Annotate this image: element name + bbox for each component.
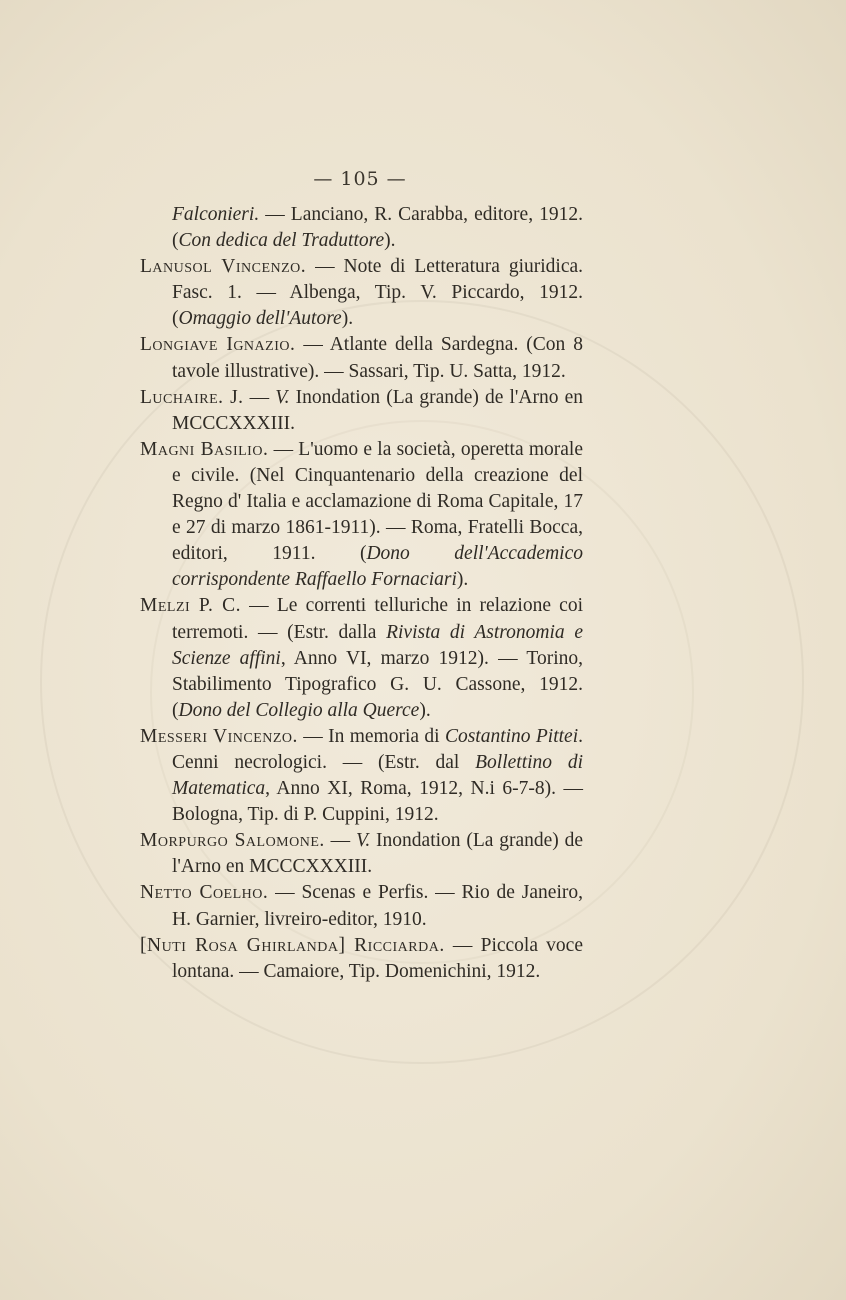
bibliography-entry [140,880,583,932]
entry-italic-text: V. [275,386,290,408]
entry-text: ). [419,699,431,721]
entry-italic-text: Falconieri. [172,204,260,225]
entry-text: ). [384,230,396,252]
entry-author: Luchaire. J. [140,386,244,408]
entry-text: , Anno VI, marzo 1912). — Torino, Stabilimento Tipografico G. U. Cassone, 1912. ( [172,647,583,721]
entry-italic-text: Bollettino di Matematica [172,751,583,800]
entry-author: Melzi P. C. [140,595,241,617]
entry-italic-text: Costantino Pittei [444,725,579,747]
entry-text: ). [341,308,354,330]
bibliography-entry [140,437,583,594]
entry-author: Morpurgo Salomone. [140,830,325,852]
entry-text: — [243,386,276,408]
entry-italic-text: Dono del Collegio alla Querce [178,699,420,721]
entry-author: Lanusol Vincenzo. [140,256,307,278]
entry-italic-text: V. [355,830,371,852]
bibliography-entry [140,332,583,384]
bibliography-entry [140,933,583,985]
entry-author: Netto Coelho. [140,882,269,904]
entry-author: [Nuti Rosa Ghirlanda] Ricciarda. [140,934,445,956]
entry-author: Longiave Ignazio. [140,334,296,356]
entry-text: — In memoria di [297,725,445,747]
entry-text: . Cenni necrologici. — (Estr. dal [172,725,584,773]
entry-italic-text: Rivista di Astronomia e Scienze affini [172,621,583,669]
entry-text: — Note di Letteratura giuridica. Fasc. 1. — Albenga, Tip. V. Piccardo, 1912. ( [172,256,584,330]
bibliography-entry [140,828,583,880]
entry-author: Messeri Vincenzo. [140,725,298,747]
entry-italic-text: Omaggio dell'Autore [178,308,342,330]
entry-text: — Piccola voce lontana. — Camaiore, Tip. Domenichini, 1912. [172,934,583,982]
entry-text: — Scenas e Perfis. — Rio de Janeiro, H. Garnier, livreiro-editor, 1910. [172,882,583,930]
bibliography-entry [140,593,583,723]
page-number: — 105 — [313,168,407,190]
entry-italic-text: Dono dell'Accademico corrispondente Raffaello Fornaciari [172,543,583,591]
bibliography-list [140,202,583,985]
entry-text: Inondation (La grande) de l'Arno en MCCCXXXIII. [172,386,583,434]
bibliography-entry [140,724,583,828]
entry-text: — Lanciano, R. Carabba, editore, 1912. ( [172,204,583,252]
entry-text: — Atlante della Sardegna. (Con 8 tavole illustrative). — Sassari, Tip. U. Satta, 1912. [172,334,583,382]
entry-text: ). [456,569,469,591]
bibliography-entry [140,202,583,254]
bibliography-entry [140,254,583,332]
entry-italic-text: Con dedica del Traduttore [178,230,385,252]
entry-author: Magni Basilio. [140,438,269,460]
bibliography-entry [140,385,583,437]
entry-text: — L'uomo e la società, operetta morale e civile. (Nel Cinquantenario della creazione del Regno d' Italia e acclamazione di Roma Capitale, 17 e 27 di marzo 1861-1911). — Roma, Fratelli Bocca, editori, 1911. ( [172,438,583,565]
entry-text: — Le correnti telluriche in relazione coi terremoti. — (Estr. dalla [172,595,583,643]
entry-text: — [324,830,356,852]
entry-text: Inondation (La grande) de l'Arno en MCCCXXXIII. [172,830,584,878]
entry-text: , Anno XI, Roma, 1912, N.i 6-7-8). — Bologna, Tip. di P. Cuppini, 1912. [172,778,583,826]
